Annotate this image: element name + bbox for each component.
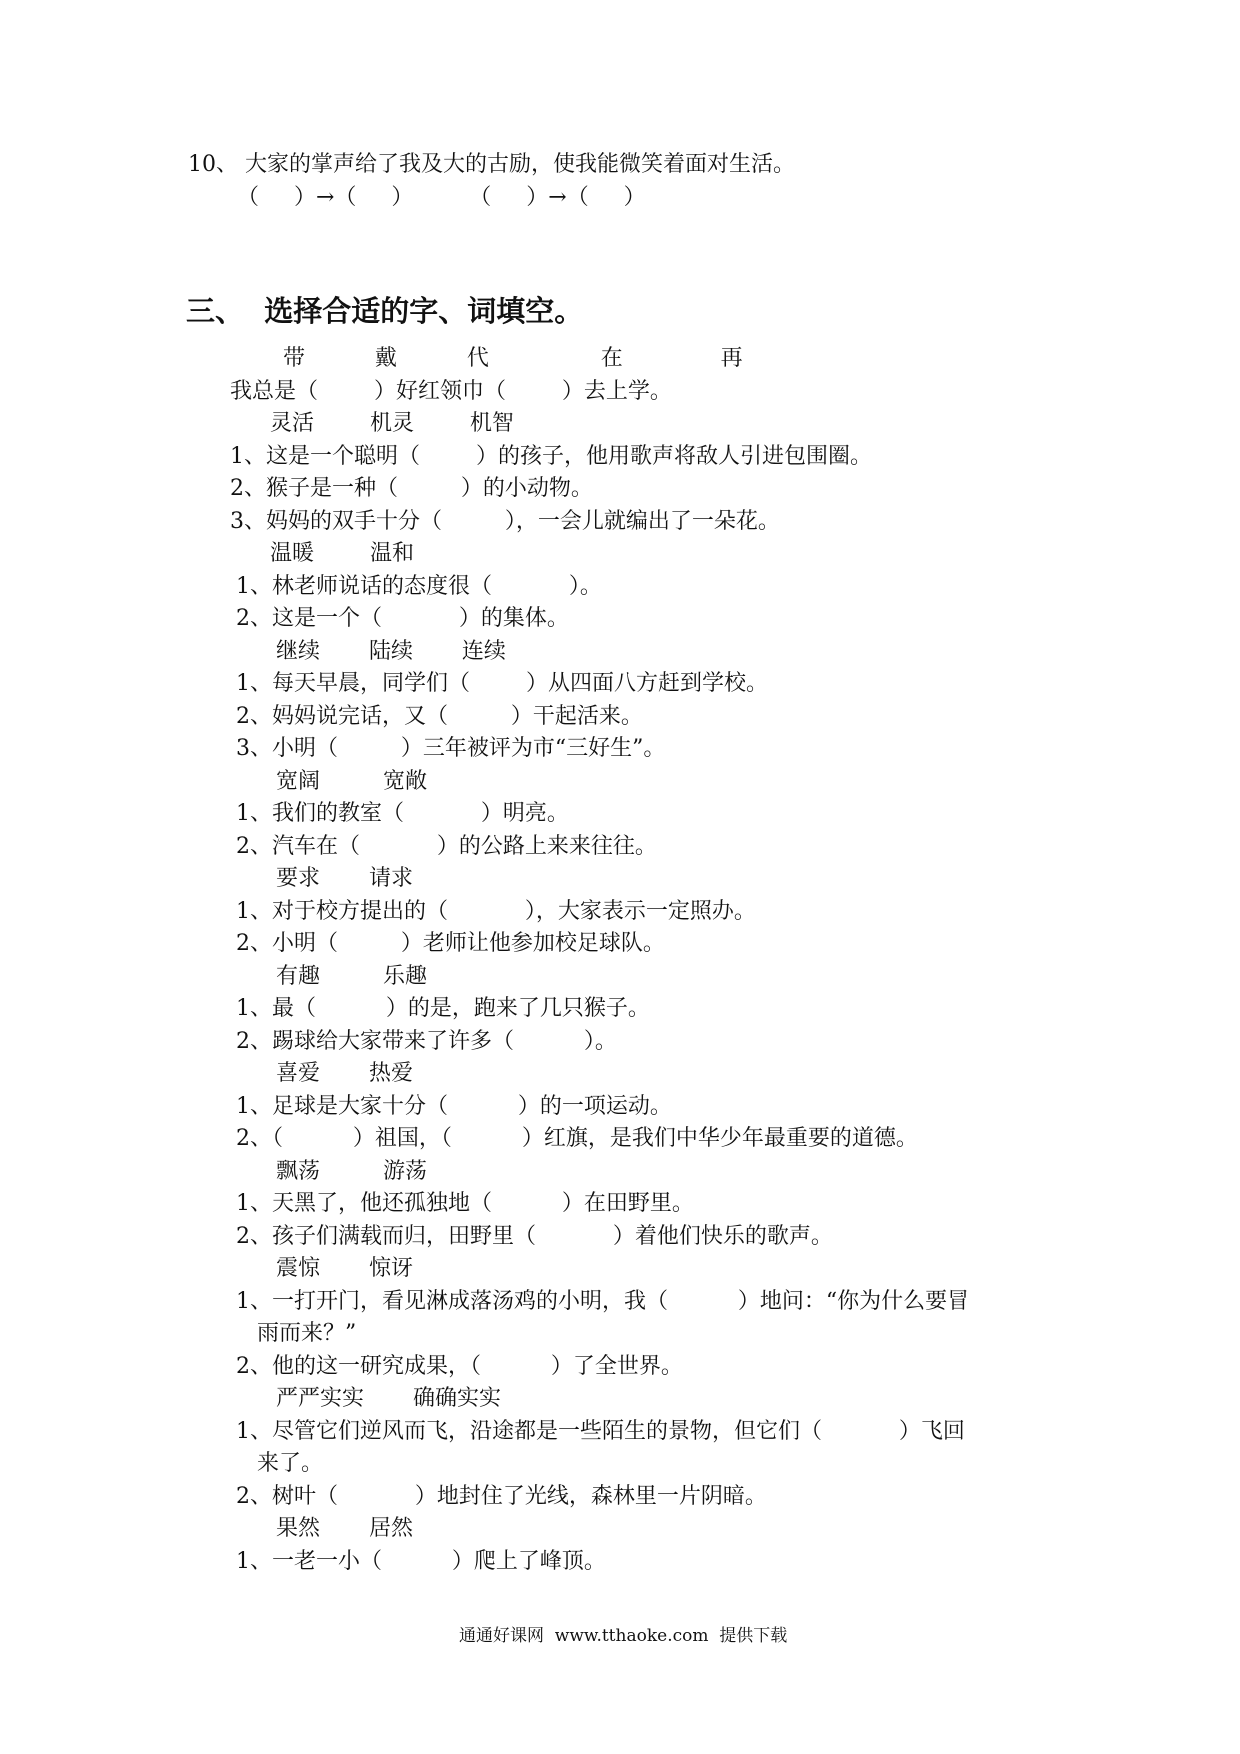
question-10-blanks: （ ）→（ ） （ ）→（ ） xyxy=(237,185,646,210)
word-choices: 继续 陆续 连续 xyxy=(276,639,506,664)
footer-source: 通通好课网 www.tthaoke.com 提供下载 xyxy=(459,1626,788,1646)
word-choices: 有趣 乐趣 xyxy=(276,964,427,989)
fill-item-continued: 来了。 xyxy=(236,1451,323,1476)
word-choices: 震惊 惊讶 xyxy=(276,1256,413,1281)
word-choices: 严严实实 确确实实 xyxy=(276,1386,501,1411)
section-3-heading: 三、 选择合适的字、词填空。 xyxy=(186,294,584,328)
fill-item: 2、他的这一研究成果，（ ）了全世界。 xyxy=(236,1354,683,1379)
fill-item: 1、每天早晨，同学们（ ）从四面八方赶到学校。 xyxy=(236,671,768,696)
fill-item: 2、这是一个（ ）的集体。 xyxy=(236,606,569,631)
fill-item: 1、尽管它们逆风而飞，沿途都是一些陌生的景物，但它们（ ）飞回 xyxy=(236,1419,965,1444)
fill-item: 2、妈妈说完话，又（ ）干起活来。 xyxy=(236,704,643,729)
fill-item: 1、一打开门，看见淋成落汤鸡的小明，我（ ）地问：“你为什么要冒 xyxy=(236,1289,970,1314)
fill-item: 1、对于校方提出的（ ），大家表示一定照办。 xyxy=(236,899,756,924)
word-choices: 灵活 机灵 机智 xyxy=(270,411,514,436)
word-choices: 飘荡 游荡 xyxy=(276,1159,427,1184)
word-choices: 果然 居然 xyxy=(276,1516,413,1541)
fill-item: 2、孩子们满载而归，田野里（ ）着他们快乐的歌声。 xyxy=(236,1224,833,1249)
fill-item: 2、树叶（ ）地封住了光线，森林里一片阴暗。 xyxy=(236,1484,767,1509)
word-choices: 带 戴 代 在 再 xyxy=(283,346,743,371)
fill-item-continued: 雨而来？” xyxy=(236,1321,357,1346)
fill-item: 2、（ ）祖国，（ ）红旗，是我们中华少年最重要的道德。 xyxy=(236,1126,918,1151)
fill-item: 2、踢球给大家带来了许多（ ）。 xyxy=(236,1029,617,1054)
fill-item: 2、小明（ ）老师让他参加校足球队。 xyxy=(236,931,665,956)
fill-item: 2、汽车在（ ）的公路上来来往往。 xyxy=(236,834,657,859)
word-choices: 要求 请求 xyxy=(276,866,413,891)
fill-item: 1、这是一个聪明（ ）的孩子，他用歌声将敌人引进包围圈。 xyxy=(230,444,872,469)
fill-item: 1、一老一小（ ）爬上了峰顶。 xyxy=(236,1549,606,1574)
fill-item: 3、小明（ ）三年被评为市“三好生”。 xyxy=(236,736,666,761)
word-choices: 宽阔 宽敞 xyxy=(276,769,427,794)
word-choices: 喜爱 热爱 xyxy=(276,1061,413,1086)
question-10-sentence: 10、 大家的掌声给了我及大的古励，使我能微笑着面对生活。 xyxy=(188,152,795,177)
fill-item: 1、足球是大家十分（ ）的一项运动。 xyxy=(236,1094,672,1119)
fill-item: 1、最（ ）的是，跑来了几只猴子。 xyxy=(236,996,650,1021)
fill-item: 2、猴子是一种（ ）的小动物。 xyxy=(230,476,593,501)
fill-item: 1、林老师说话的态度很（ ）。 xyxy=(236,574,602,599)
fill-item: 1、我们的教室（ ）明亮。 xyxy=(236,801,569,826)
word-choices: 温暖 温和 xyxy=(270,541,414,566)
fill-item: 3、妈妈的双手十分（ ），一会儿就编出了一朵花。 xyxy=(230,509,780,534)
fill-item: 1、天黑了，他还孤独地（ ）在田野里。 xyxy=(236,1191,694,1216)
fill-item: 我总是（ ）好红领巾（ ）去上学。 xyxy=(230,379,672,404)
